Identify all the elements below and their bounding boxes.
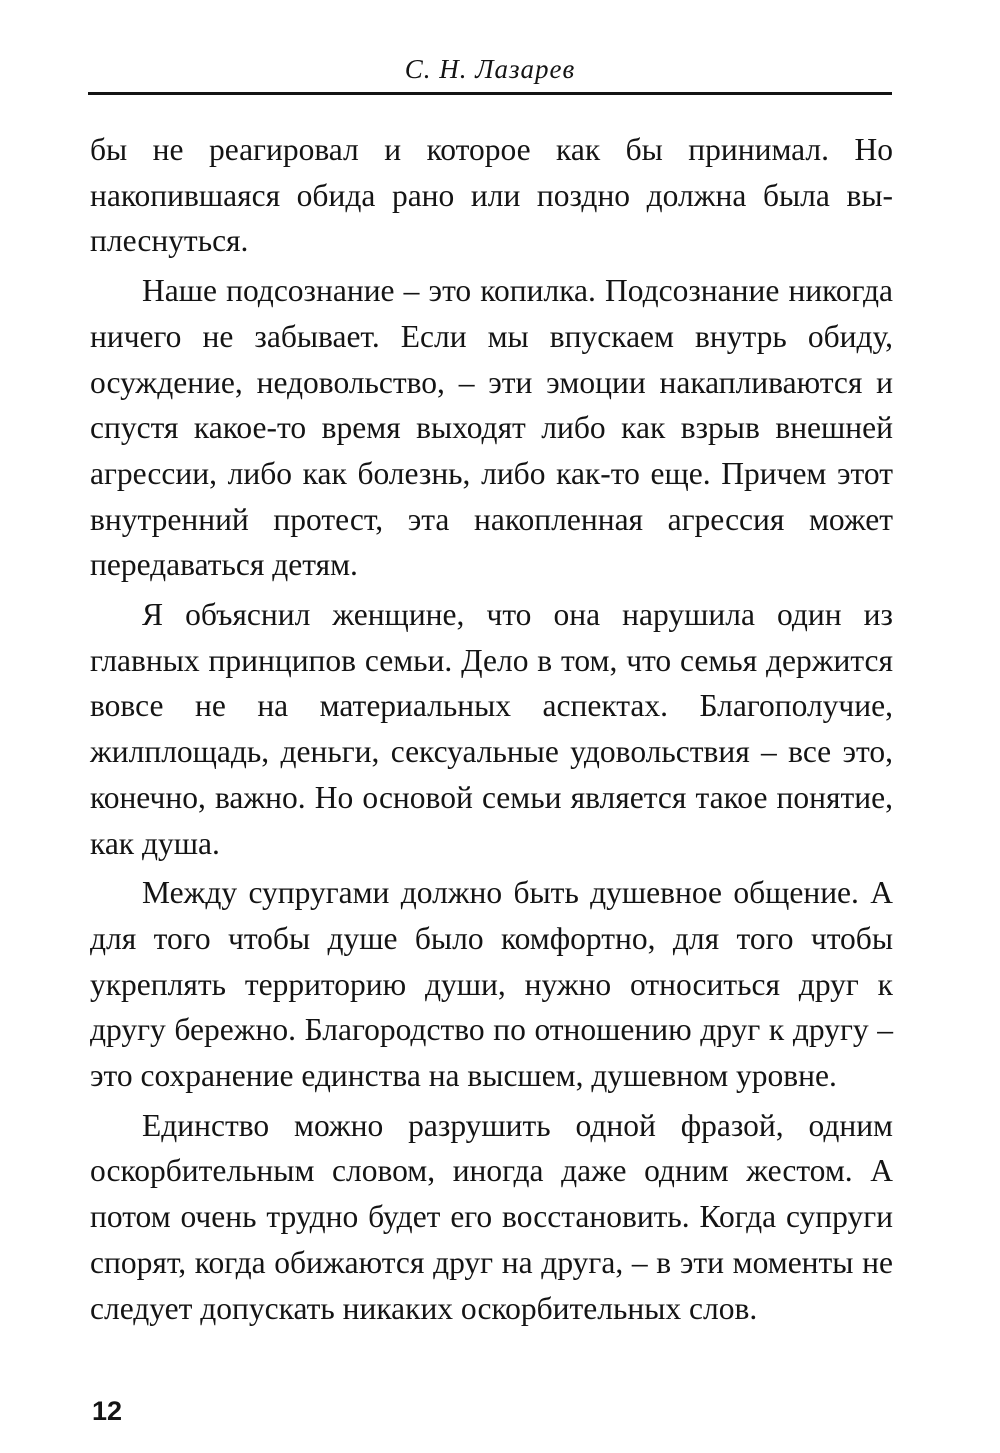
page-number: 12 [92, 1396, 123, 1426]
body-text [90, 127, 893, 1335]
paragraph-spiritual-communication: Между супругами должно быть душевное общение. А для того чтобы душе было комфортно, для того чтобы укреплять территорию души, нужно относиться друг к другу бережно. Благородство по отношению друг к другу – это сохранение единства на высшем, душевном уровне. [90, 875, 893, 1094]
paragraph-subconscious: Наше подсознание – это копилка. Подсознание никогда ничего не забывает. Если мы впускаем внутрь обиду, осуждение, недовольство, – эти эмоции накапливаются и спустя какое-то время выходят либо как взрыв внешней агрессии, либо как болезнь, либо как-то еще. Причем этот внутренний протест, эта накопленная агрессия может передаваться детям. [90, 273, 893, 583]
header-rule [88, 92, 892, 95]
running-title: С. Н. Лазарев [404, 54, 576, 84]
paragraph-unity: Единство можно разрушить одной фразой, одним оскорбительным словом, иногда даже одним жестом. А потом очень трудно будет его восстановить. Когда супруги спорят, когда обижаются друг на друга, – в эти моменты не следует допускать никаких оскорбительных слов. [90, 1107, 893, 1326]
paragraph-family-principles: Я объяснил женщине, что она нарушила один из главных принципов семьи. Дело в том, что семья держится вовсе не на материальных аспектах. Благополучие, жилплощадь, деньги, сексуальные удовольствия – все это, конечно, важно. Но основой семьи является такое понятие, как душа. [90, 597, 893, 861]
paragraph-continuation: бы не реагировал и которое как бы принимал. Но накопившаяся обида рано или поздно должна была выплеснуться. [90, 132, 893, 259]
